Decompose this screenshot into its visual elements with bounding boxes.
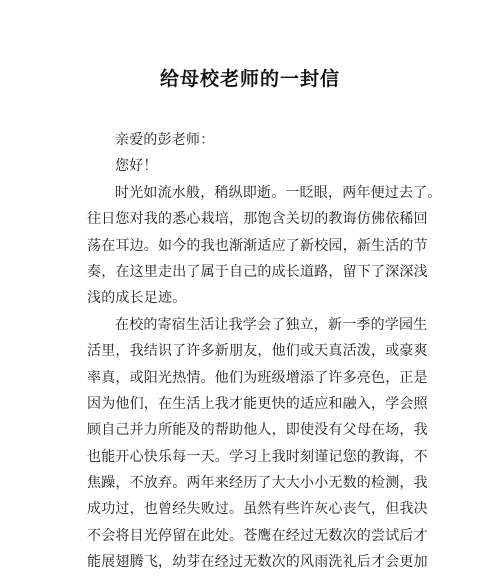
salutation: 亲爱的彭老师： — [115, 132, 215, 148]
paragraph-2-line-7: 焦躁，不放弃。两年来经历了大大小小无数的检测，我 — [87, 475, 428, 492]
paragraph-2-line-2: 活里，我结识了许多新朋友，他们或天真活泼，或豪爽 — [87, 343, 428, 360]
paragraph-2-line-6: 也能开心快乐每一天。学习上我时刻谨记您的教诲，不 — [87, 448, 428, 465]
greeting: 您好！ — [115, 158, 158, 175]
letter-body — [87, 127, 442, 576]
paragraph-2-line-10: 能展翅腾飞，幼芽在经过无数次的风雨洗礼后才会更加 — [87, 554, 428, 571]
paragraph-2-line-1: 在校的寄宿生活让我学会了独立，新一季的学园生 — [115, 316, 428, 333]
paragraph-2-line-9: 不会将目光停留在此处。苍鹰在经过无数次的尝试后才 — [87, 527, 428, 544]
paragraph-1-line-4: 奏，在这里走出了属于自己的成长道路，留下了深深浅 — [87, 263, 428, 280]
page-title: 给母校老师的一封信 — [159, 68, 340, 90]
paragraph-1-line-2: 往日您对我的悉心栽培，那饱含关切的教诲仿佛依稀回 — [87, 211, 428, 228]
paragraph-1-line-5: 浅的成长足迹。 — [87, 290, 187, 307]
paragraph-1-line-1: 时光如流水般，稍纵即逝。一眨眼，两年便过去了。 — [115, 184, 442, 201]
paragraph-2-line-4: 因为他们，在生活上我才能更快的适应和融入，学会照 — [87, 395, 428, 412]
paragraph-2-line-3: 率真，或阳光热情。他们为班级增添了许多亮色，正是 — [87, 369, 428, 386]
paragraph-1-line-3: 荡在耳边。如今的我也渐渐适应了新校园，新生活的节 — [87, 237, 428, 254]
paragraph-2-line-8: 成功过，也曾经失败过。虽然有些许灰心丧气，但我决 — [87, 501, 428, 518]
paragraph-2-line-5: 顾自己并力所能及的帮助他人，即使没有父母在场，我 — [87, 422, 428, 439]
